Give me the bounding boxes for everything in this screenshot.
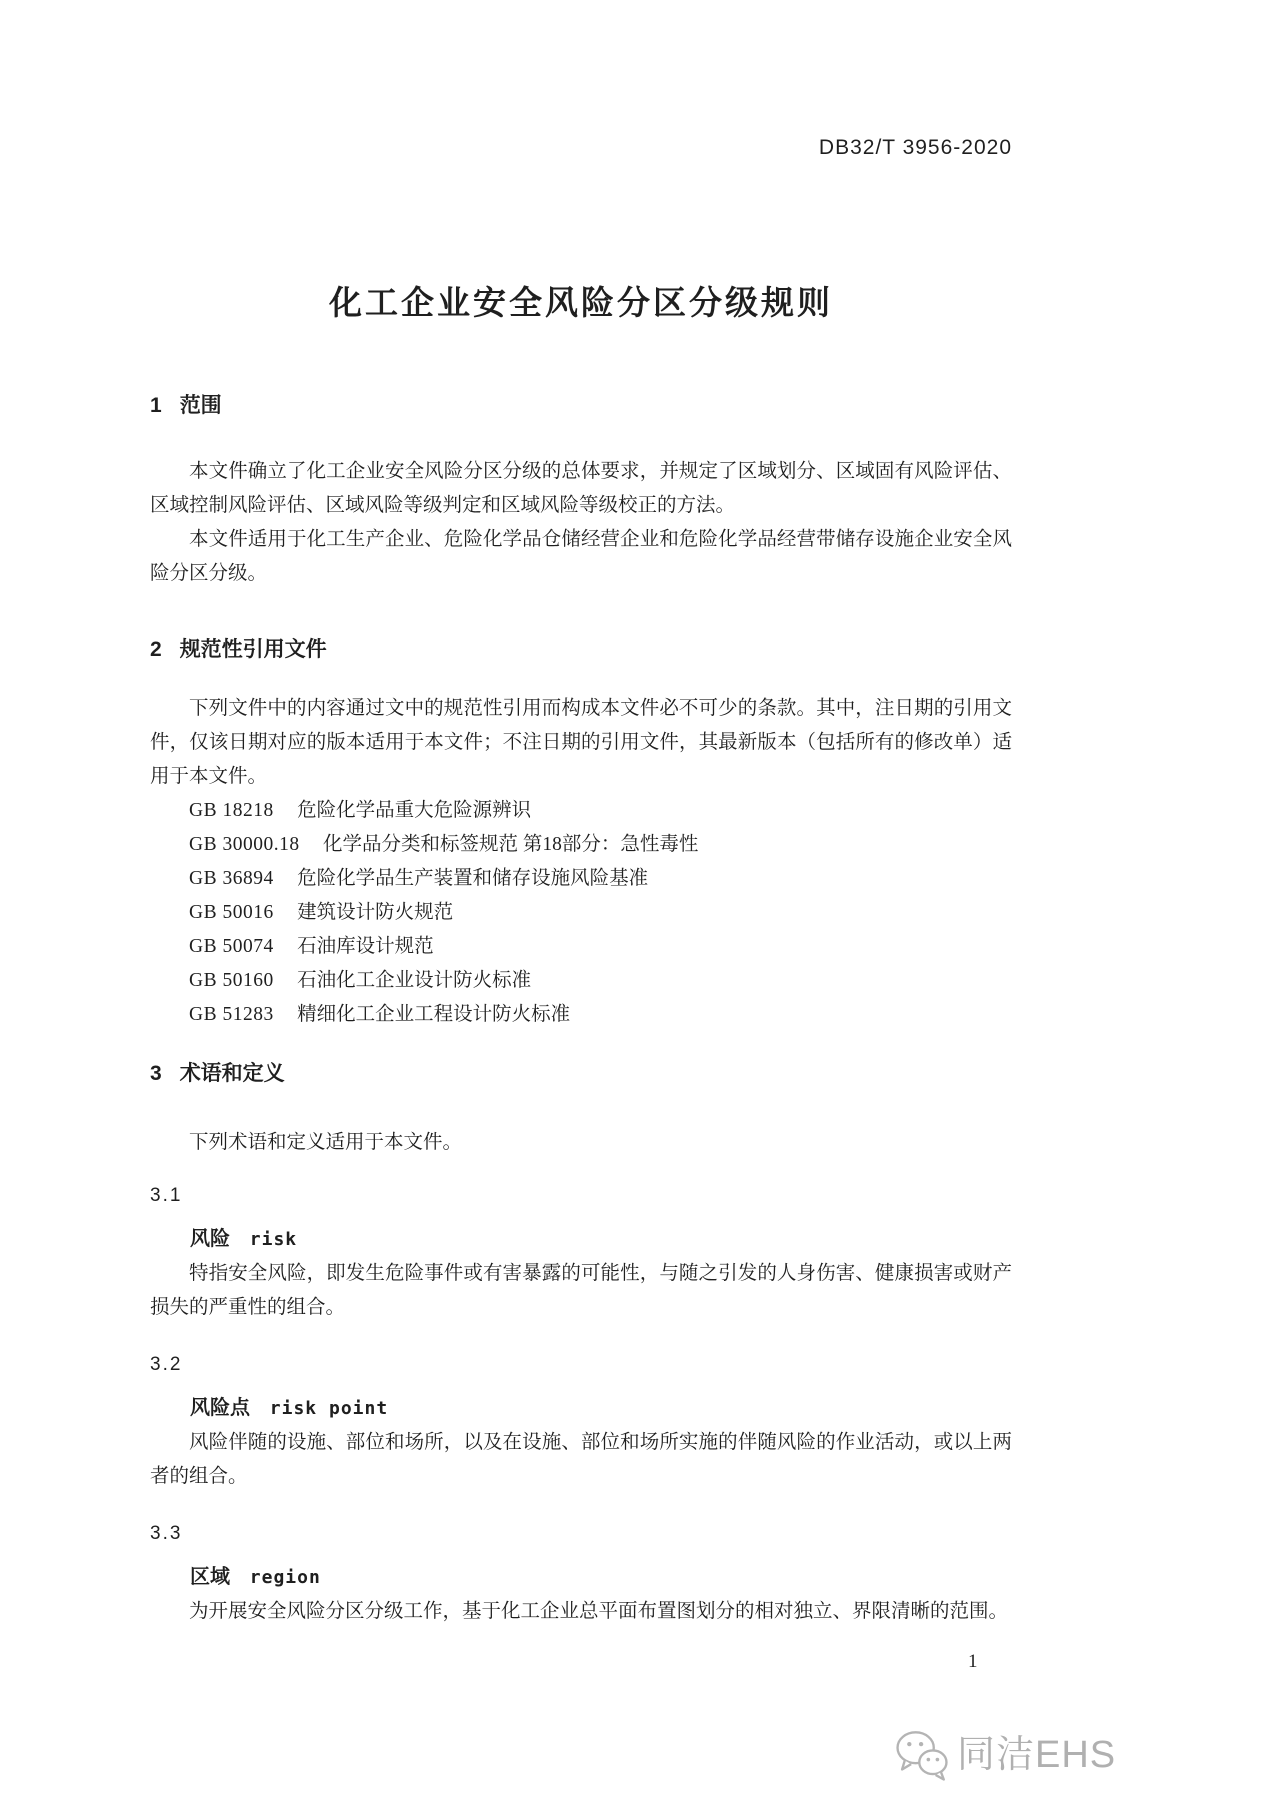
- term-entry: [150, 1224, 1012, 1255]
- section-3-label: 术语和定义: [179, 1062, 285, 1085]
- page-title: 化工企业安全风险分区分级规则: [329, 284, 833, 321]
- reference-title: 危险化学品生产装置和储存设施风险基准: [297, 868, 649, 889]
- reference-item: [150, 828, 1012, 862]
- term-definition: 为开展安全风险分区分级工作，基于化工企业总平面布置图划分的相对独立、界限清晰的范围。: [189, 1601, 1009, 1622]
- section-2-heading: [150, 636, 1012, 664]
- term-name-en: risk point: [269, 1398, 389, 1419]
- reference-code: GB 30000.18: [189, 834, 300, 855]
- term-number: 3.2: [150, 1354, 183, 1375]
- doc-number: DB32/T 3956-2020: [818, 136, 1012, 159]
- page-content: [150, 0, 1012, 1629]
- reference-title: 化学品分类和标签规范 第18部分：急性毒性: [322, 834, 699, 855]
- reference-title: 危险化学品重大危险源辨识: [297, 800, 532, 821]
- term-name-zh: 风险点: [190, 1397, 250, 1419]
- term-definition: 风险伴随的设施、部位和场所，以及在设施、部位和场所实施的伴随风险的作业活动，或以上两者的组合。: [150, 1432, 1012, 1487]
- reference-title: 建筑设计防火规范: [297, 902, 454, 923]
- section-2-paragraph: 下列文件中的内容通过文中的规范性引用而构成本文件必不可少的条款。其中，注日期的引用文件，仅该日期对应的版本适用于本文件；不注日期的引用文件，其最新版本（包括所有的修改单）适用于本文件。: [150, 698, 1012, 787]
- normative-references-list: [150, 794, 1012, 1032]
- section-1-paragraph-2: 本文件适用于化工生产企业、危险化学品仓储经营企业和危险化学品经营带储存设施企业安全风险分区分级。: [150, 529, 1012, 584]
- reference-item: [150, 896, 1012, 930]
- reference-code: GB 18218: [189, 800, 274, 821]
- term-number: 3.1: [150, 1185, 183, 1206]
- reference-item: [150, 862, 1012, 896]
- wechat-icon: [893, 1726, 951, 1784]
- term-entry: [150, 1393, 1012, 1424]
- reference-code: GB 50016: [189, 902, 274, 923]
- term-entry: [150, 1562, 1012, 1593]
- term-name-en: region: [249, 1567, 321, 1588]
- section-1-number: 1: [150, 394, 162, 417]
- term-name-zh: 风险: [190, 1228, 230, 1250]
- section-1-heading: [150, 392, 1012, 420]
- section-1-label: 范围: [179, 394, 222, 417]
- section-2-label: 规范性引用文件: [179, 638, 327, 661]
- reference-item: [150, 998, 1012, 1032]
- reference-title: 石油化工企业设计防火标准: [297, 970, 532, 991]
- terms-intro: 下列术语和定义适用于本文件。: [189, 1132, 463, 1153]
- section-2-number: 2: [150, 638, 162, 661]
- reference-item: [150, 794, 1012, 828]
- reference-code: GB 50160: [189, 970, 274, 991]
- term-number: 3.3: [150, 1523, 183, 1544]
- reference-code: GB 50074: [189, 936, 274, 957]
- reference-title: 精细化工企业工程设计防火标准: [297, 1004, 571, 1025]
- reference-item: [150, 964, 1012, 998]
- term-name-en: risk: [249, 1229, 298, 1250]
- section-3-heading: [150, 1060, 1012, 1088]
- reference-code: GB 51283: [189, 1004, 274, 1025]
- reference-item: [150, 930, 1012, 964]
- term-definition: 特指安全风险，即发生危险事件或有害暴露的可能性，与随之引发的人身伤害、健康损害或财产损失的严重性的组合。: [150, 1263, 1012, 1318]
- section-3-number: 3: [150, 1062, 162, 1085]
- page-number: 1: [968, 1651, 978, 1672]
- reference-title: 石油库设计规范: [297, 936, 434, 957]
- watermark: [893, 1726, 1116, 1784]
- reference-code: GB 36894: [189, 868, 274, 889]
- section-1-paragraph-1: 本文件确立了化工企业安全风险分区分级的总体要求，并规定了区域划分、区域固有风险评估、区域控制风险评估、区域风险等级判定和区域风险等级校正的方法。: [150, 461, 1012, 516]
- watermark-text: 同洁EHS: [957, 1734, 1117, 1776]
- term-name-zh: 区域: [190, 1566, 230, 1588]
